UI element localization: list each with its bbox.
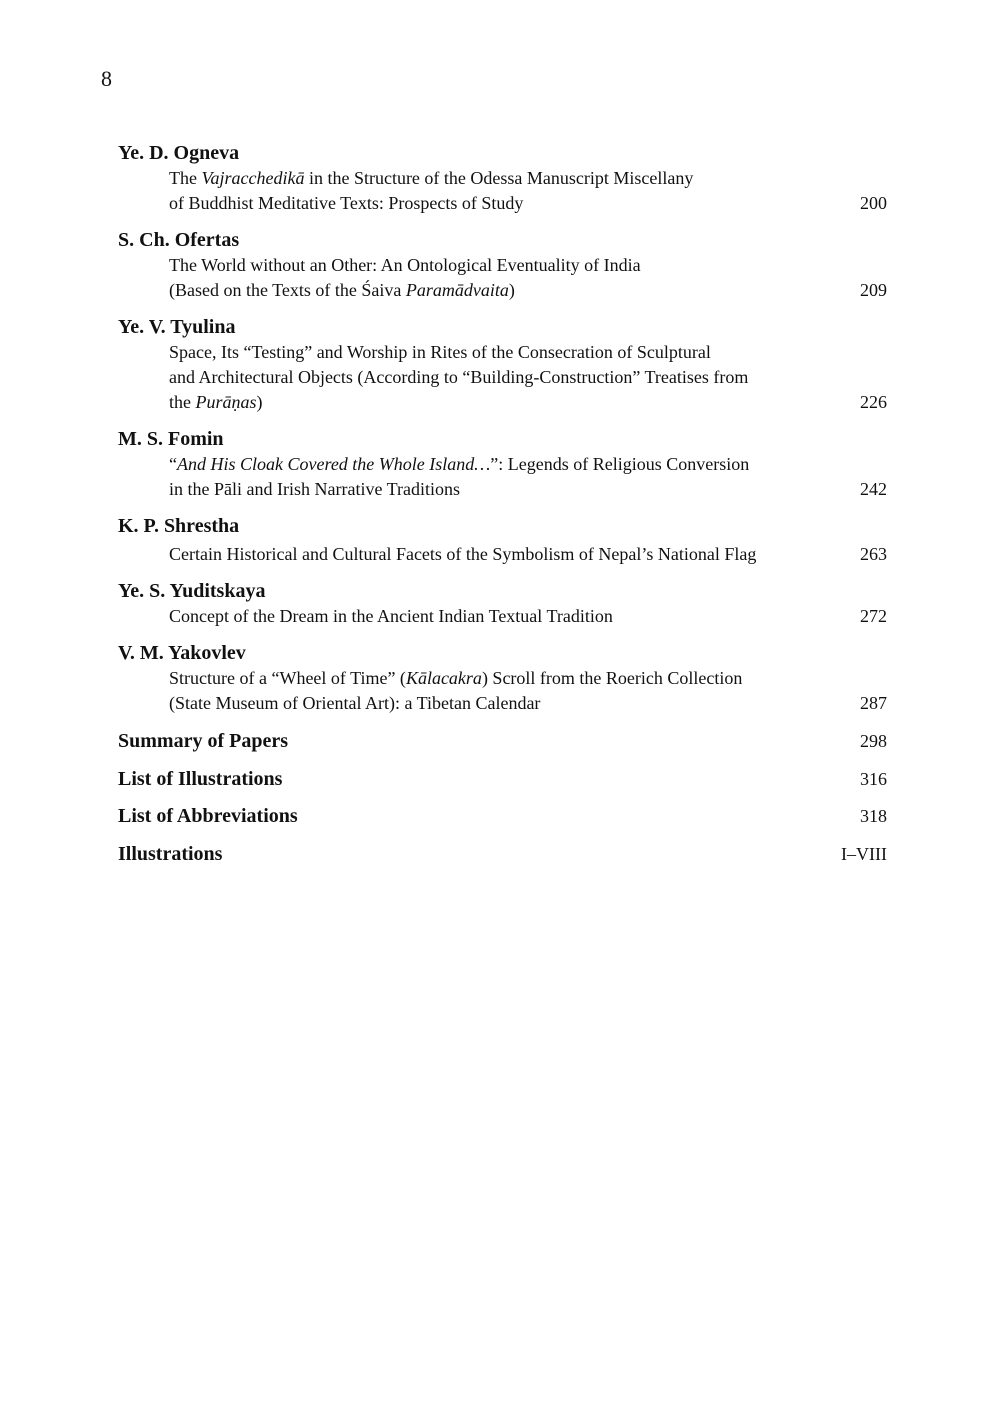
entry-title: [118, 253, 888, 303]
toc-section[interactable]: [118, 729, 888, 767]
toc-entry: [118, 315, 888, 415]
entry-page-number[interactable]: 200: [860, 193, 887, 213]
table-of-contents: [118, 141, 888, 879]
toc-entry: [118, 141, 888, 216]
entry-author: Ye. S. Yuditskaya: [118, 580, 266, 602]
entry-title: [118, 340, 888, 415]
page-number: 8: [101, 66, 112, 91]
entry-title-text: and Architectural Objects (According to “Building-Construction” Treatises from: [169, 367, 749, 387]
toc-entry: [118, 579, 888, 629]
entry-title-text: Paramādvaita: [405, 280, 509, 300]
entry-title: [118, 542, 888, 567]
section-label: List of Illustrations: [118, 767, 283, 790]
entry-title-line: [169, 604, 826, 629]
entry-title-text: of Buddhist Meditative Texts: Prospects of Study: [169, 193, 524, 213]
entry-page-number[interactable]: 209: [860, 280, 887, 300]
entry-page-number[interactable]: 242: [860, 479, 887, 499]
entry-title-text: “: [169, 454, 177, 474]
entry-title-line: [169, 253, 826, 278]
toc-entry: [118, 514, 888, 567]
section-page-number: I–VIII: [841, 843, 887, 864]
entry-title-line: [169, 191, 826, 216]
entry-title-line: [169, 340, 826, 365]
entry-title-line: [169, 390, 826, 415]
entry-title-text: ) Scroll from the Roerich Collection: [481, 668, 743, 688]
entry-author: K. P. Shrestha: [118, 515, 240, 537]
entry-page-number[interactable]: 287: [860, 693, 887, 713]
entry-title-text: (Based on the Texts of the Śaiva: [169, 280, 406, 300]
entry-title: [118, 452, 888, 502]
entry-title-text: ): [256, 392, 263, 412]
entry-title-line: [169, 452, 826, 477]
entry-title-line: [169, 365, 826, 390]
entry-title: [118, 166, 888, 216]
entry-author: V. M. Yakovlev: [118, 642, 246, 664]
entry-title-text: Space, Its “Testing” and Worship in Rites of the Consecration of Sculptural: [169, 342, 711, 362]
entry-author: Ye. V. Tyulina: [118, 316, 236, 338]
entry-title-text: ”: Legends of Religious Conversion: [490, 454, 750, 474]
entry-author: S. Ch. Ofertas: [118, 229, 240, 251]
toc-section[interactable]: [118, 804, 888, 842]
entry-title-line: [169, 278, 826, 303]
entry-title: [118, 604, 888, 629]
entry-title-line: [169, 542, 826, 567]
entry-title-text: Vajracchedikā: [201, 168, 305, 188]
entry-title-text: And His Cloak Covered the Whole Island…: [177, 454, 491, 474]
toc-entries: [118, 141, 888, 716]
entry-title-line: [169, 477, 826, 502]
entry-title-text: The World without an Other: An Ontological Eventuality of India: [169, 255, 641, 275]
toc-entry: [118, 427, 888, 502]
entry-title-text: ): [508, 280, 515, 300]
entry-author: M. S. Fomin: [118, 428, 224, 450]
entry-page-number[interactable]: 226: [860, 392, 887, 412]
entry-title-text: Certain Historical and Cultural Facets of the Symbolism of Nepal’s National Flag: [169, 544, 757, 564]
entry-title-text: in the Structure of the Odessa Manuscript Miscellany: [304, 168, 694, 188]
section-page-number: 318: [860, 806, 887, 826]
entry-title-text: in the Pāli and Irish Narrative Traditions: [169, 479, 460, 499]
entry-title-line: [169, 166, 826, 191]
toc-sections: [118, 729, 888, 879]
entry-title-text: Concept of the Dream in the Ancient Indian Textual Tradition: [169, 606, 613, 626]
section-label: List of Abbreviations: [118, 805, 298, 827]
toc-entry: [118, 228, 888, 303]
section-page-number: 298: [860, 731, 887, 751]
entry-title-text: Purāṇas: [195, 392, 257, 412]
entry-title-line: [169, 691, 826, 716]
section-page-number: 316: [860, 768, 887, 789]
toc-entry: [118, 641, 888, 716]
entry-title-text: (State Museum of Oriental Art): a Tibetan Calendar: [169, 693, 541, 713]
entry-title-text: The: [169, 168, 202, 188]
entry-title: [118, 666, 888, 716]
section-label: Illustrations: [118, 842, 223, 865]
toc-section[interactable]: [118, 767, 888, 805]
section-label: Summary of Papers: [118, 730, 288, 752]
entry-page-number[interactable]: 272: [860, 606, 887, 626]
entry-title-text: the: [169, 392, 196, 412]
entry-author: Ye. D. Ogneva: [118, 142, 240, 164]
entry-title-text: Kālacakra: [405, 668, 482, 688]
entry-title-line: [169, 666, 826, 691]
toc-section[interactable]: [118, 842, 888, 880]
entry-title-text: Structure of a “Wheel of Time” (: [169, 668, 406, 688]
entry-page-number[interactable]: 263: [860, 544, 887, 564]
